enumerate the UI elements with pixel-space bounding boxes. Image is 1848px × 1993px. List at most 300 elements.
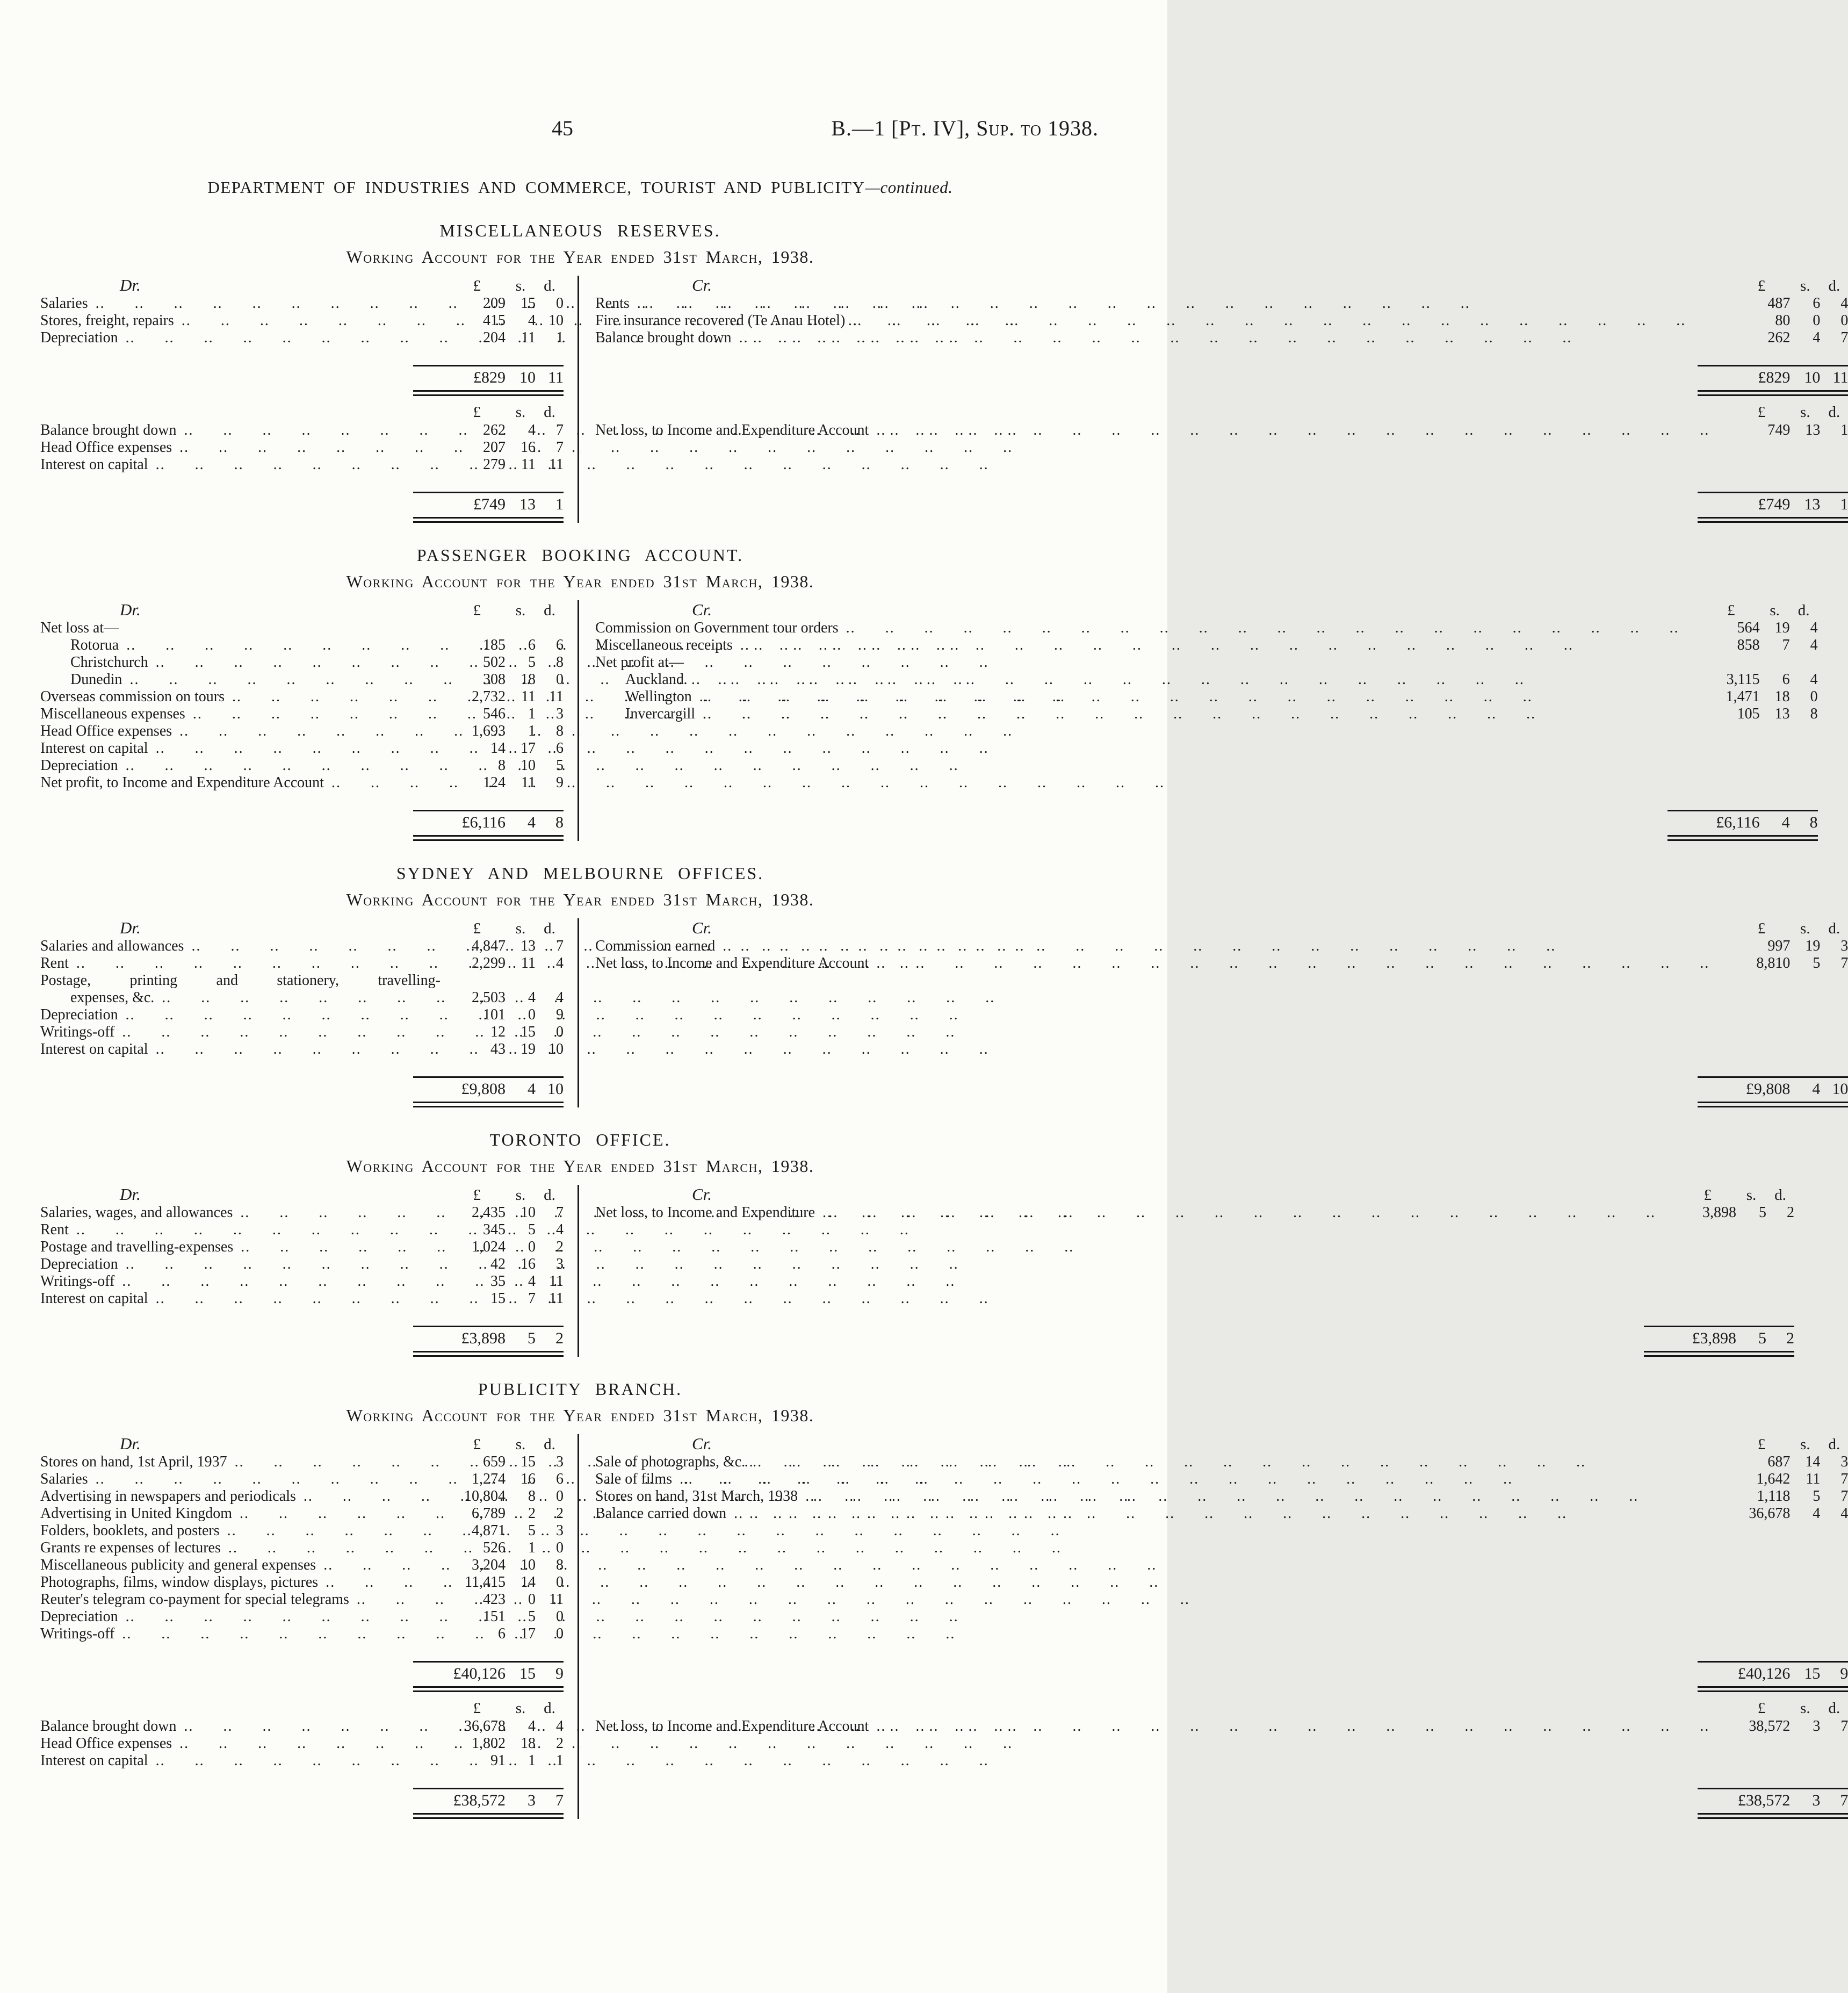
amount-shillings: 4 (528, 1718, 536, 1735)
amount-shillings: 5 (528, 654, 536, 671)
dr-label: Dr. (120, 918, 141, 937)
total-rule-top (413, 810, 564, 811)
amount-pence: 10 (548, 1041, 564, 1057)
dr-block (40, 918, 564, 1107)
column-header (40, 918, 564, 938)
amount-shillings: 14 (521, 1574, 536, 1591)
pence-header: d. (1828, 277, 1840, 294)
pence-header: d. (1828, 1700, 1840, 1717)
dot-leader (695, 706, 1679, 723)
amount-shillings: 0 (528, 1006, 536, 1023)
total-row (413, 369, 564, 387)
dot-leader (221, 1539, 425, 1557)
pounds-header: £ (473, 1436, 481, 1453)
account-subtitle: Working Account for the Year ended 31st March, 1938. (346, 572, 814, 591)
total-pounds: £749 (1758, 495, 1791, 513)
pence-header: d. (1828, 404, 1840, 421)
amount-pounds: 8 (498, 757, 506, 774)
pence-header: d. (1774, 1186, 1786, 1204)
amount-shillings: 6 (1782, 671, 1790, 688)
dot-leader (148, 456, 425, 473)
ledger-sheet (40, 1185, 1795, 1357)
account-title: SYDNEY AND MELBOURNE OFFICES. (396, 864, 764, 883)
row-label: Wellington (625, 688, 692, 705)
dot-leader (732, 329, 1710, 347)
total-shillings: 13 (519, 495, 536, 513)
total-rule-bottom (413, 835, 564, 841)
shillings-header: s. (515, 920, 526, 937)
dot-leader (227, 1454, 425, 1471)
amount-shillings: 6 (528, 637, 536, 653)
total-pence: 7 (1840, 1791, 1848, 1809)
pence-header: d. (544, 920, 555, 937)
amount-pounds: 204 (483, 329, 506, 346)
pence-header: d. (1828, 920, 1840, 937)
amount-shillings: 3 (1813, 1718, 1821, 1735)
dr-column (40, 1185, 579, 1357)
amount-pounds: 3,115 (1726, 671, 1760, 688)
total-rule-top (413, 1661, 564, 1663)
dot-leader (118, 1006, 425, 1024)
amount-pounds: 42 (490, 1256, 506, 1272)
cr-block (595, 1185, 1794, 1357)
dr-block (40, 276, 564, 396)
dot-leader (845, 312, 1709, 329)
total-rule-top (1698, 1661, 1848, 1663)
amount-shillings: 0 (1813, 312, 1821, 329)
dr-block (40, 1699, 564, 1819)
amount-pounds: 4,871 (472, 1522, 506, 1539)
dot-leader (88, 1471, 425, 1488)
amount-shillings: 18 (521, 671, 536, 688)
ledger-row (40, 938, 564, 955)
shillings-header: s. (1800, 1436, 1810, 1453)
total-pence: 1 (555, 495, 564, 513)
account-title: TORONTO OFFICE. (489, 1130, 671, 1149)
ledger-row (40, 329, 564, 347)
account-section-sydney-and-melbourne-offices (40, 862, 1848, 1107)
total-row (413, 495, 564, 514)
ledger-row (40, 1557, 564, 1574)
amount-pence: 4 (556, 1221, 564, 1238)
total-row (413, 1080, 564, 1098)
department-heading (40, 177, 1120, 198)
amount-shillings: 4 (528, 989, 536, 1006)
amount-pounds: 207 (483, 439, 506, 456)
dot-leader (114, 1273, 425, 1290)
total-rule-top (1644, 1326, 1794, 1327)
total-rule-top (1698, 1076, 1848, 1078)
amount-pence: 7 (556, 422, 564, 438)
total-rule-top (413, 1326, 564, 1327)
dot-leader (672, 1471, 1709, 1488)
pence-header: d. (544, 1436, 555, 1453)
shillings-header: s. (515, 1186, 526, 1204)
total-pounds: £829 (1758, 369, 1791, 386)
dot-leader (148, 654, 425, 671)
amount-shillings: 10 (521, 1204, 536, 1221)
total-pounds: £6,116 (461, 814, 506, 831)
dot-leader (869, 422, 1709, 439)
ledger-row (40, 671, 564, 688)
ledger-row (40, 1735, 564, 1752)
row-label: Salaries, wages, and allowances (40, 1204, 233, 1221)
ledger-row (40, 757, 564, 774)
amount-pence: 1 (556, 1752, 564, 1769)
shillings-header: s. (515, 1436, 526, 1453)
column-header (595, 402, 1848, 422)
dr-label: Dr. (120, 600, 141, 619)
row-label: Rents (595, 295, 630, 312)
ledger-row (40, 1041, 564, 1058)
column-header (40, 276, 564, 295)
total-pence: 8 (1809, 814, 1818, 831)
pounds-header: £ (1757, 1436, 1766, 1453)
total-block (413, 792, 564, 841)
pounds-header: £ (1757, 920, 1766, 937)
ledger-row (40, 1471, 564, 1488)
amount-shillings: 1 (528, 1539, 536, 1556)
total-shillings: 3 (1812, 1791, 1821, 1809)
account-subtitle: Working Account for the Year ended 31st March, 1938. (346, 890, 814, 909)
ledger-row (595, 1505, 1848, 1522)
cr-block (595, 1699, 1848, 1819)
amount-pence: 6 (556, 740, 564, 757)
amount-pounds: 564 (1737, 620, 1760, 636)
ledger-sheet (40, 276, 1848, 523)
cr-label: Cr. (692, 1185, 712, 1204)
pence-header: d. (1798, 602, 1810, 619)
row-label: Balance brought down (595, 329, 732, 346)
total-rule-bottom (1698, 517, 1848, 523)
dr-column (40, 1434, 579, 1819)
total-rule-bottom (1698, 390, 1848, 396)
amount-pounds: 185 (483, 637, 506, 653)
amount-pounds: 1,471 (1726, 688, 1760, 705)
amount-pence: 7 (1840, 1488, 1848, 1505)
amount-pence: 0 (1810, 688, 1818, 705)
amount-shillings: 4 (1813, 1505, 1821, 1522)
dot-leader (148, 1290, 425, 1307)
amount-shillings: 13 (1774, 706, 1790, 722)
total-rule-bottom (413, 1686, 564, 1692)
cr-block (595, 600, 1818, 841)
amount-pence: 0 (556, 671, 564, 688)
dot-leader (815, 1204, 1656, 1221)
amount-shillings: 18 (1774, 688, 1790, 705)
total-row (1667, 814, 1818, 832)
amount-pounds: 1,693 (472, 723, 506, 739)
row-label: Interest on capital (40, 740, 148, 757)
dot-leader (114, 1024, 425, 1041)
amount-pence: 8 (556, 723, 564, 739)
amount-pounds: 423 (483, 1591, 506, 1608)
dot-leader (220, 1522, 425, 1539)
amount-pence: 4 (556, 1718, 564, 1735)
ledger-row (40, 1221, 564, 1239)
total-block (1698, 1769, 1848, 1819)
pounds-header: £ (473, 1700, 481, 1717)
row-label: Balance brought down (40, 422, 177, 438)
amount-pence: 8 (556, 1557, 564, 1573)
row-label: Salaries (40, 1471, 88, 1487)
pounds-header: £ (473, 602, 481, 619)
amount-pence: 5 (556, 757, 564, 774)
row-label: Depreciation (40, 1256, 118, 1272)
dot-leader (726, 1505, 1709, 1522)
total-pounds: £6,116 (1716, 814, 1760, 831)
ledger-row (40, 620, 564, 637)
total-block (1698, 347, 1848, 396)
total-pence: 11 (548, 369, 564, 386)
total-shillings: 4 (528, 1080, 536, 1098)
dot-leader (177, 1718, 425, 1735)
total-pence: 1 (1840, 495, 1848, 513)
pounds-header: £ (473, 1186, 481, 1204)
amount-shillings: 11 (521, 688, 536, 705)
amount-pounds: 43 (490, 1041, 506, 1057)
amount-pounds: 1,802 (472, 1735, 506, 1752)
amount-pence: 1 (556, 329, 564, 346)
ledger-row (40, 1718, 564, 1735)
dot-leader (118, 757, 425, 774)
cr-block (595, 1434, 1848, 1692)
amount-pence: 2 (556, 1239, 564, 1255)
dot-leader (684, 671, 1679, 688)
amount-pence: 6 (556, 637, 564, 653)
ledger-row (40, 989, 564, 1006)
row-label: Depreciation (40, 329, 118, 346)
amount-pence: 11 (549, 688, 564, 705)
column-header (40, 1434, 564, 1454)
ledger-row (40, 1256, 564, 1273)
row-label: Postage and travelling-expenses (40, 1239, 234, 1255)
row-label: Fire insurance recovered (Te Anau Hotel) (595, 312, 846, 329)
amount-pence: 7 (1840, 1471, 1848, 1487)
dot-leader (184, 938, 425, 955)
amount-pounds: 2,299 (472, 955, 506, 972)
amount-pounds: 4,847 (472, 938, 506, 954)
amount-pounds: 687 (1767, 1454, 1791, 1470)
row-label: Commission earned (595, 938, 716, 954)
amount-pence: 4 (1840, 295, 1848, 312)
amount-pence: 4 (1810, 637, 1818, 653)
ledger-row (595, 938, 1848, 955)
amount-pounds: 36,678 (464, 1718, 506, 1735)
dot-leader (118, 1608, 425, 1625)
column-header (40, 1699, 564, 1718)
amount-pounds: 308 (483, 671, 506, 688)
ledger-sheet (40, 600, 1818, 841)
pence-header: d. (544, 1186, 555, 1204)
amount-pounds: 14 (490, 740, 506, 757)
dot-leader (869, 955, 1709, 972)
total-pounds: £9,808 (461, 1080, 506, 1098)
ledger-row (40, 1454, 564, 1471)
ledger-row (40, 774, 564, 792)
total-pounds: £829 (473, 369, 506, 386)
amount-shillings: 15 (521, 1454, 536, 1470)
amount-pence: 11 (549, 1290, 564, 1307)
cr-block (595, 918, 1848, 1107)
amount-pence: 0 (556, 295, 564, 312)
ledger-row (40, 706, 564, 723)
ledger-row (40, 1488, 564, 1505)
shillings-header: s. (515, 277, 526, 294)
column-header (595, 918, 1848, 938)
amount-pounds: 105 (1737, 706, 1760, 722)
ledger-row (40, 1608, 564, 1625)
account-section-passenger-booking-account (40, 544, 1818, 841)
doc-reference: B.—1 [Pt. IV], Sup. to 1938. (831, 116, 1099, 140)
shillings-header: s. (515, 404, 526, 421)
row-label: Net profit, to Income and Expenditure Account (40, 774, 324, 791)
total-rule-bottom (413, 1813, 564, 1819)
pence-header: d. (1828, 1436, 1840, 1453)
dot-leader (118, 329, 425, 347)
column-header (595, 1434, 1848, 1454)
row-label: Salaries (40, 295, 88, 312)
amount-shillings: 8 (528, 1488, 536, 1505)
total-shillings: 5 (1758, 1329, 1767, 1347)
amount-pence: 4 (556, 989, 564, 1006)
ledger-row (595, 654, 1818, 671)
ledger-row (40, 439, 564, 456)
dr-column (40, 276, 579, 523)
row-label: Depreciation (40, 1006, 118, 1023)
amount-pence: 7 (1840, 955, 1848, 972)
row-label: Net loss, to Income and Expenditure Account (595, 422, 869, 438)
total-shillings: 15 (1804, 1665, 1821, 1682)
dr-column (40, 918, 579, 1107)
ledger-row (40, 422, 564, 439)
total-rule-top (1698, 492, 1848, 493)
ledger-row (595, 312, 1848, 329)
ledger-row (40, 1024, 564, 1041)
total-row (1698, 1791, 1848, 1810)
amount-pence: 10 (548, 312, 564, 329)
total-row (1698, 495, 1848, 514)
pounds-header: £ (1757, 277, 1766, 294)
total-pence: 9 (555, 1665, 564, 1682)
amount-pounds: 2,503 (472, 989, 506, 1006)
ledger-row (40, 1539, 564, 1557)
row-label: Interest on capital (40, 1752, 148, 1769)
amount-pence: 0 (556, 1574, 564, 1591)
account-subtitle: Working Account for the Year ended 31st March, 1938. (346, 247, 814, 267)
total-pence: 2 (1786, 1329, 1795, 1347)
cr-block (595, 276, 1848, 396)
account-title: PUBLICITY BRANCH. (478, 1379, 683, 1399)
amount-shillings: 13 (521, 938, 536, 954)
amount-pounds: 1,642 (1756, 1471, 1791, 1487)
amount-shillings: 19 (521, 1041, 536, 1057)
dot-leader (114, 1625, 425, 1643)
account-title: MISCELLANEOUS RESERVES. (439, 221, 721, 240)
amount-pounds: 262 (1767, 329, 1791, 346)
amount-pounds: 858 (1737, 637, 1760, 653)
amount-shillings: 16 (521, 439, 536, 456)
total-row (1644, 1329, 1794, 1348)
total-block (413, 347, 564, 396)
row-label: Net profit at— (595, 654, 684, 671)
account-section-publicity-branch (40, 1378, 1848, 1819)
row-label: Sale of photographs, &c. (595, 1454, 746, 1470)
amount-shillings: 17 (521, 740, 536, 757)
shillings-header: s. (515, 602, 526, 619)
amount-shillings: 7 (528, 1290, 536, 1307)
row-label: Invercargill (625, 706, 696, 722)
dot-leader (745, 1454, 1709, 1471)
total-rule-bottom (413, 1102, 564, 1107)
total-block (413, 1058, 564, 1107)
amount-shillings: 19 (1805, 938, 1821, 954)
total-pence: 2 (555, 1329, 564, 1347)
amount-shillings: 11 (1806, 1471, 1821, 1487)
row-label: Depreciation (40, 1608, 118, 1625)
row-label: Interest on capital (40, 456, 148, 473)
amount-pounds: 1,274 (472, 1471, 506, 1487)
row-label: Sale of films (595, 1471, 673, 1487)
ledger-row (595, 955, 1848, 972)
cr-label: Cr. (692, 600, 712, 619)
ledger-row (40, 1574, 564, 1591)
total-shillings: 4 (1781, 814, 1790, 831)
total-shillings: 15 (519, 1665, 536, 1682)
row-label: Auckland (625, 671, 684, 688)
row-label: Balance carried down (595, 1505, 727, 1522)
amount-pence: 4 (556, 955, 564, 972)
shillings-header: s. (1800, 1700, 1810, 1717)
total-pounds: £38,572 (453, 1791, 506, 1809)
ledger-row (40, 295, 564, 312)
total-rule-bottom (1644, 1351, 1794, 1357)
column-header (40, 600, 564, 620)
amount-pounds: 997 (1767, 938, 1791, 954)
row-label: Net loss, to Income and Expenditure Account (595, 955, 869, 972)
row-label: Interest on capital (40, 1290, 148, 1307)
amount-shillings: 7 (1782, 637, 1790, 653)
amount-pence: 0 (1840, 312, 1848, 329)
dot-leader (233, 1239, 425, 1256)
account-section-toronto-office (40, 1129, 1795, 1357)
dot-leader (172, 439, 425, 456)
dot-leader (172, 1735, 425, 1752)
amount-shillings: 11 (521, 456, 536, 473)
total-rule-top (1698, 1788, 1848, 1789)
cr-column (579, 600, 1818, 841)
amount-shillings: 4 (528, 1273, 536, 1290)
amount-pence: 7 (556, 1204, 564, 1221)
dr-block (40, 1434, 564, 1692)
row-label: Net loss at— (40, 620, 119, 636)
dot-leader (839, 620, 1679, 637)
total-pence: 8 (555, 814, 564, 831)
total-row (1698, 1665, 1848, 1683)
row-label: Miscellaneous publicity and general expenses (40, 1557, 316, 1573)
total-rule-top (413, 1788, 564, 1789)
amount-shillings: 5 (528, 1608, 536, 1625)
dot-leader (148, 740, 425, 757)
pounds-header: £ (1727, 602, 1735, 619)
amount-pounds: 12 (490, 1024, 506, 1040)
amount-pence: 7 (1840, 329, 1848, 346)
amount-shillings: 11 (521, 774, 536, 791)
dot-leader (69, 955, 425, 972)
amount-pence: 11 (549, 1591, 564, 1608)
amount-pounds: 8,810 (1756, 955, 1791, 972)
amount-shillings: 16 (521, 1471, 536, 1487)
